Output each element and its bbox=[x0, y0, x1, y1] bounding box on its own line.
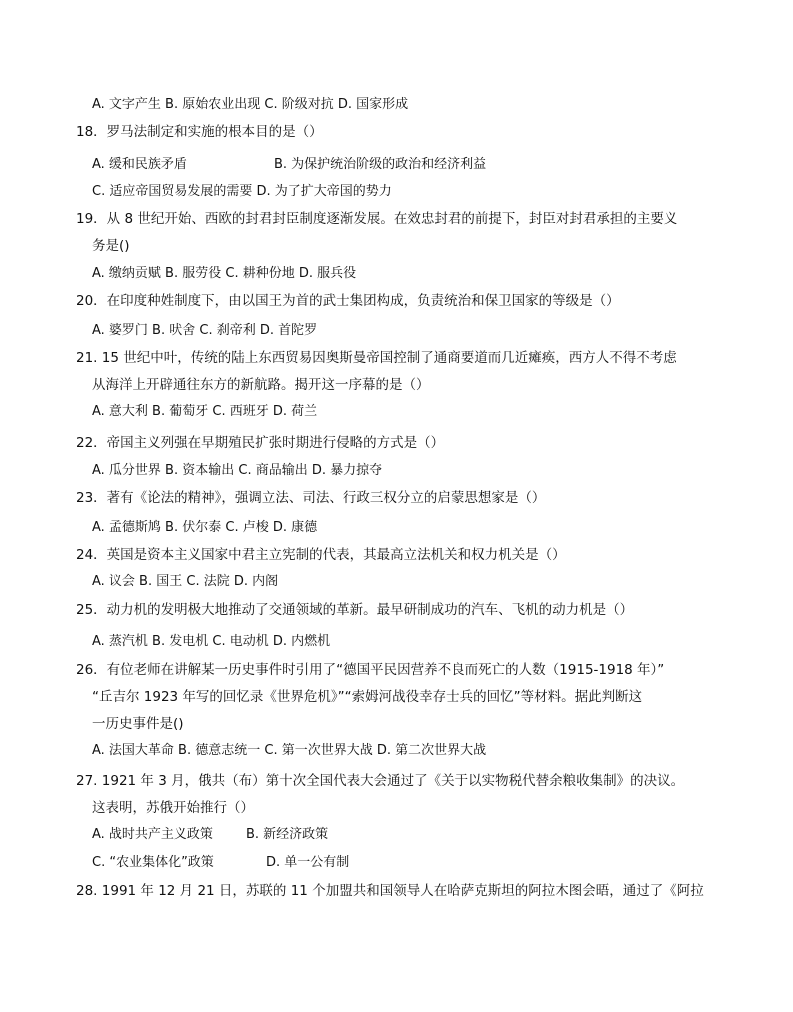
question-20: 20．在印度种姓制度下，由以国王为首的武士集团构成，负责统治和保卫国家的等级是（） bbox=[76, 293, 620, 309]
question-22: 22．帝国主义列强在早期殖民扩张时期进行侵略的方式是（） bbox=[76, 435, 445, 451]
question-28: 28. 1991 年 12 月 21 日，苏联的 11 个加盟共和国领导人在哈萨克斯坦的阿拉木图会晤，通过了《阿拉 bbox=[76, 883, 704, 899]
option-line-17: A. 文字产生 B. 原始农业出现 C. 阶级对抗 D. 国家形成 bbox=[92, 97, 409, 112]
option-line-26: A. 法国大革命 B. 德意志统一 C. 第一次世界大战 D. 第二次世界大战 bbox=[92, 743, 487, 758]
question-26: 26．有位老师在讲解某一历史事件时引用了“德国平民因营养不良而死亡的人数（1915-1918 年）” bbox=[76, 662, 665, 678]
option-line-22: A. 瓜分世界 B. 资本输出 C. 商品输出 D. 暴力掠夺 bbox=[92, 463, 383, 478]
option-line-23: A. 孟德斯鸠 B. 伏尔泰 C. 卢梭 D. 康德 bbox=[92, 520, 318, 535]
option-line-19: A. 缴纳贡赋 B. 服劳役 C. 耕种份地 D. 服兵役 bbox=[92, 266, 357, 281]
question-26-cont-1: “丘吉尔 1923 年写的回忆录《世界危机》”“索姆河战役幸存士兵的回忆”等材料。据此判断这 bbox=[92, 689, 643, 705]
option-line-24: A. 议会 B. 国王 C. 法院 D. 内阁 bbox=[92, 574, 279, 589]
question-24: 24．英国是资本主义国家中君主立宪制的代表，其最高立法机关和权力机关是（） bbox=[76, 547, 566, 563]
question-25: 25．动力机的发明极大地推动了交通领域的革新。最早研制成功的汽车、飞机的动力机是（） bbox=[76, 602, 634, 618]
question-21: 21. 15 世纪中叶，传统的陆上东西贸易因奥斯曼帝国控制了通商要道而几近瘫痪，西方人不得不考虑 bbox=[76, 350, 677, 366]
question-27-cont: 这表明，苏俄开始推行（） bbox=[92, 800, 254, 816]
option-27-c: C. “农业集体化”政策 bbox=[92, 855, 214, 870]
option-line-20: A. 婆罗门 B. 吠舍 C. 刹帝利 D. 首陀罗 bbox=[92, 323, 318, 338]
question-19-cont: 务是() bbox=[92, 238, 130, 254]
option-18-b: B. 为保护统治阶级的政治和经济利益 bbox=[274, 157, 487, 172]
option-18-a: A. 缓和民族矛盾 bbox=[92, 157, 187, 172]
question-26-cont-2: 一历史事件是() bbox=[92, 716, 184, 732]
option-27-b: B. 新经济政策 bbox=[246, 827, 329, 842]
question-23: 23．著有《论法的精神》，强调立法、司法、行政三权分立的启蒙思想家是（） bbox=[76, 490, 546, 506]
question-27: 27. 1921 年 3 月，俄共（布）第十次全国代表大会通过了《关于以实物税代替余粮收集制》的决议。 bbox=[76, 773, 685, 789]
question-19: 19．从 8 世纪开始、西欧的封君封臣制度逐渐发展。在效忠封君的前提下，封臣对封君承担的主要义 bbox=[76, 211, 678, 227]
option-18-cd: C. 适应帝国贸易发展的需要 D. 为了扩大帝国的势力 bbox=[92, 184, 392, 199]
question-21-cont: 从海洋上开辟通往东方的新航路。揭开这一序幕的是（） bbox=[92, 377, 430, 393]
option-27-a: A. 战时共产主义政策 bbox=[92, 827, 213, 842]
option-27-d: D. 单一公有制 bbox=[266, 855, 350, 870]
option-line-21: A. 意大利 B. 葡萄牙 C. 西班牙 D. 荷兰 bbox=[92, 404, 318, 419]
option-line-25: A. 蒸汽机 B. 发电机 C. 电动机 D. 内燃机 bbox=[92, 634, 331, 649]
question-18: 18．罗马法制定和实施的根本目的是（） bbox=[76, 124, 323, 140]
